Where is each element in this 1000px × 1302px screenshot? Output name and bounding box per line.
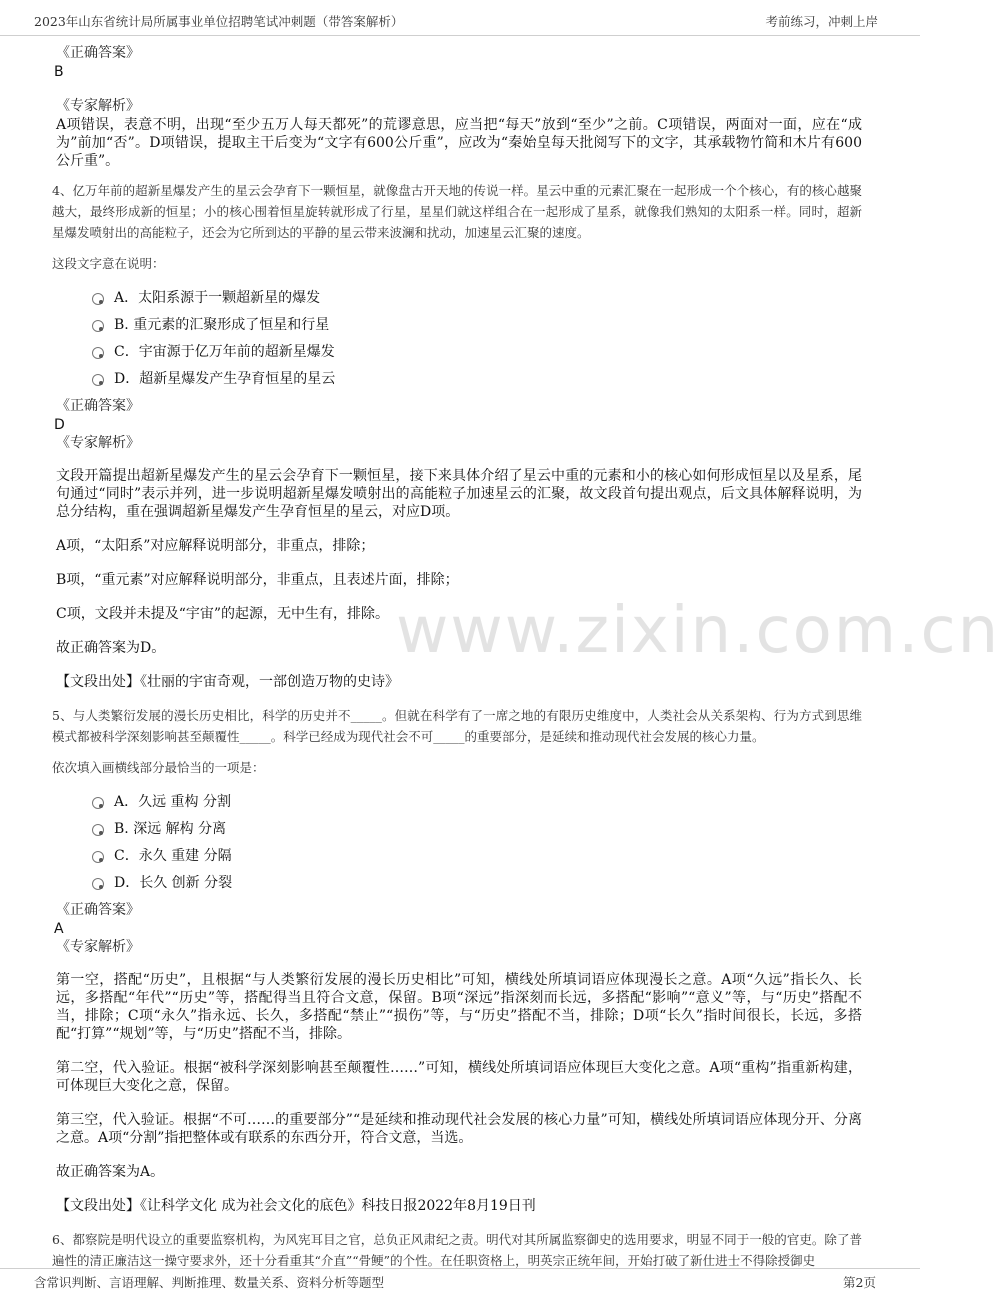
correct-answer: D [54,417,65,433]
question-3 [56,44,862,170]
option-list [92,789,862,897]
question-stem: 4、亿万年前的超新星爆发产生的星云会孕育下一颗恒星，就像盘古开天地的传说一样。星云中重的元素汇聚在一起形成一个个核心，有的核心越聚越大，最终形成新的恒星；小的核心围着恒星旋转就形成了行星，星星们就这样组合在一起形成了星系，就像我们熟知的太阳系一样。同时，超新星爆发喷射出的高能粒子，还会为它所到达的平静的星云带来波澜和扰动，加速星云汇聚的速度。 [52,183,862,240]
radio-icon[interactable] [92,374,104,386]
document-title: 2023年山东省统计局所属事业单位招聘笔试冲刺题（带答案解析） [34,14,404,29]
page-header [0,0,920,36]
option-label: A．太阳系源于一颗超新星的爆发 [114,290,321,306]
question-stem: 5、与人类繁衍发展的漫长历史相比，科学的历史并不_____。但就在科学有了一席之地的有限历史维度中，人类社会从关系架构、行为方式到思维模式都被科学深刻影响甚至颠覆性_____。科学已经成为现代社会不可_____的重要部分，是延续和推动现代社会发展的核心力量。 [52,708,862,744]
option-c[interactable] [92,843,862,870]
analysis-paragraph: 第一空，搭配“历史”，且根据“与人类繁衍发展的漫长历史相比”可知，横线处所填词语应体现漫长之意。A项“久远”指长久、长远，多搭配“年代”“历史”等，搭配得当且符合文意，保留。B项“深远”指深刻而长远，多搭配“影响”“意义”等，与“历史”搭配不当，排除；C项“永久”指永远、长久，多搭配“禁止”“损伤”等，与“历史”搭配不当，排除；D项“长久”指时间很长，长远，多搭配“打算”“规划”等，与“历史”搭配不当，排除。 [56,972,862,1042]
option-label: D．超新星爆发产生孕育恒星的星云 [114,371,336,387]
analysis-paragraph: 第二空，代入验证。根据“被科学深刻影响甚至颠覆性……”可知，横线处所填词语应体现巨大变化之意。A项“重构”指重新构建，可体现巨大变化之意，保留。 [56,1060,862,1094]
source-citation: 【文段出处】《壮丽的宇宙奇观，一部创造万物的史诗》 [56,674,399,690]
analysis-paragraph: B项，“重元素”对应解释说明部分，非重点，且表述片面，排除； [56,572,459,588]
analysis-paragraph: 故正确答案为A。 [56,1164,165,1180]
source-citation: 【文段出处】《让科学文化 成为社会文化的底色》科技日报2022年8月19日刊 [56,1198,536,1214]
option-label: A．久远 重构 分割 [114,794,232,810]
correct-answer: A [54,921,64,937]
radio-icon[interactable] [92,320,104,332]
radio-icon[interactable] [92,851,104,863]
option-label: C．宇宙源于亿万年前的超新星爆发 [114,344,335,360]
option-label: C．永久 重建 分隔 [114,848,232,864]
option-label: B. 深远 解构 分离 [114,821,227,837]
question-prompt: 这段文字意在说明： [52,256,165,271]
footer-note: 含常识判断、言语理解、判断推理、数量关系、资料分析等题型 [34,1275,385,1290]
question-prompt: 依次填入画横线部分最恰当的一项是： [52,760,265,775]
question-4 [52,180,862,691]
page-footer [0,1268,920,1302]
radio-icon[interactable] [92,347,104,359]
correct-answer: B [54,64,64,80]
analysis-label: 《专家解析》 [56,435,140,451]
option-label: D．长久 创新 分裂 [114,875,233,891]
watermark: www.zixin.com.cn [396,594,1000,668]
analysis-paragraph: A项，“太阳系”对应解释说明部分，非重点，排除； [56,538,375,554]
option-b[interactable] [92,816,862,843]
radio-icon[interactable] [92,797,104,809]
radio-icon[interactable] [92,293,104,305]
answer-label: 《正确答案》 [56,398,140,414]
analysis-paragraph: 文段开篇提出超新星爆发产生的星云会孕育下一颗恒星，接下来具体介绍了星云中重的元素和小的核心如何形成恒星以及星系，尾句通过“同时”表示并列，进一步说明超新星爆发喷射出的高能粒子加速星云的汇聚，故文段首句提出观点，后文具体解释说明，为总分结构，重在强调超新星爆发产生孕育恒星的星云，对应D项。 [56,468,862,520]
radio-icon[interactable] [92,824,104,836]
question-5 [52,705,862,1215]
analysis-label: 《专家解析》 [56,939,140,955]
option-label: B. 重元素的汇聚形成了恒星和行星 [114,317,330,333]
option-d[interactable] [92,870,862,897]
option-list [92,285,862,393]
page-number: 第2页 [843,1275,876,1290]
question-stem: 6、都察院是明代设立的重要监察机构，为风宪耳目之官，总负正风肃纪之责。明代对其所属监察御史的选用要求，明显不同于一般的官吏。除了普遍性的清正廉洁这一操守要求外，还十分看重其“介直”“骨鲠”的个性。在任职资格上，明英宗正统年间，开始打破了新仕进士不得除授御史 [52,1232,862,1268]
analysis-paragraph: C项，文段并未提及“宇宙”的起源，无中生有，排除。 [56,606,390,622]
radio-icon[interactable] [92,878,104,890]
option-b[interactable] [92,312,862,339]
answer-label: 《正确答案》 [56,45,140,61]
option-c[interactable] [92,339,862,366]
option-a[interactable] [92,285,862,312]
option-a[interactable] [92,789,862,816]
analysis-label: 《专家解析》 [56,98,140,114]
page-content [52,44,862,1268]
analysis-paragraph: 故正确答案为D。 [56,640,166,656]
analysis-paragraph: 第三空，代入验证。根据“不可……的重要部分”“是延续和推动现代社会发展的核心力量”可知，横线处所填词语应体现分开、分离之意。A项“分割”指把整体或有联系的东西分开，符合文意，当选。 [56,1112,862,1146]
analysis-text: A项错误，表意不明，出现“至少五万人每天都死”的荒谬意思，应当把“每天”放到“至少”之前。C项错误，两面对一面，应在“成为”前加“否”。D项错误，提取主干后变为“文字有600公斤重”，应改为“秦始皇每天批阅写下的文字，其承载物竹简和木片有600公斤重”。 [56,117,862,169]
answer-label: 《正确答案》 [56,902,140,918]
header-slogan: 考前练习，冲刺上岸 [765,14,878,29]
question-6 [52,1229,862,1271]
option-d[interactable] [92,366,862,393]
